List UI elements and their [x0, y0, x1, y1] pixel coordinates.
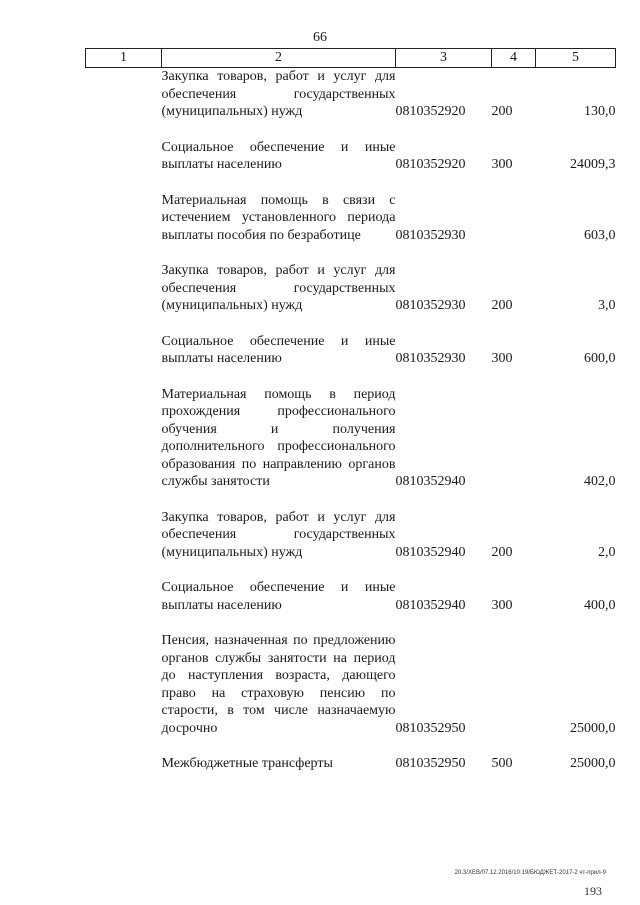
table-row	[86, 139, 616, 174]
row-code: 0810352940	[395, 474, 466, 489]
row-description: Закупка товаров, работ и услуг для обеспечения государственных (муниципальных) нужд	[161, 263, 396, 313]
row-code: 0810352950	[395, 756, 466, 771]
row-code: 0810352920	[395, 104, 466, 119]
row-type	[492, 192, 536, 245]
table-row	[86, 509, 616, 562]
row-type	[492, 386, 536, 491]
row-type: 300	[491, 597, 513, 613]
row-amount: 603,0	[584, 227, 616, 243]
table-row	[86, 192, 616, 245]
row-description: Материальная помощь в связи с истечением установленного периода выплаты пособия по безработице	[161, 192, 396, 243]
table-header-row	[86, 49, 616, 68]
column-header-5: 5	[536, 49, 616, 68]
row-amount: 400,0	[584, 597, 616, 613]
row-type: 200	[491, 104, 513, 119]
row-code: 0810352930	[395, 298, 466, 313]
table-row	[86, 262, 616, 315]
page-number: 66	[313, 30, 327, 45]
row-description: Материальная помощь в период прохождения профессионального обучения и получения дополнительного профессионального образования по направлению органов службы занятости	[161, 386, 396, 489]
row-code: 0810352920	[395, 157, 466, 172]
row-code: 0810352950	[395, 720, 466, 736]
row-code: 0810352940	[395, 597, 466, 613]
row-description: Закупка товаров, работ и услуг для обеспечения государственных (муниципальных) нужд	[161, 69, 396, 119]
row-type: 200	[491, 298, 513, 313]
table-row	[86, 386, 616, 491]
table-row	[86, 755, 616, 773]
row-type: 200	[491, 544, 513, 560]
row-description: Закупка товаров, работ и услуг для обеспечения государственных (муниципальных) нужд	[161, 509, 396, 560]
table-row	[86, 333, 616, 368]
row-description: Социальное обеспечение и иные выплаты населению	[161, 333, 396, 366]
row-code: 0810352930	[395, 227, 466, 243]
column-header-4: 4	[492, 49, 536, 68]
table-row	[86, 632, 616, 737]
document-reference-code: 20.3/ХЕВ/07.12.2016/10:19/БЮДЖЕТ-2017-2 чт-прил-9	[454, 870, 606, 876]
row-amount: 600,0	[584, 351, 616, 366]
row-amount: 402,0	[584, 474, 616, 489]
row-description: Межбюджетные трансферты	[161, 756, 333, 771]
row-type: 500	[491, 756, 513, 771]
row-code: 0810352940	[395, 544, 466, 560]
column-header-1: 1	[86, 49, 162, 68]
row-type: 300	[491, 351, 513, 366]
row-amount: 3,0	[598, 298, 616, 313]
row-type: 300	[491, 157, 513, 172]
row-amount: 2,0	[598, 544, 616, 560]
table-row	[86, 579, 616, 614]
row-amount: 24009,3	[570, 157, 616, 172]
row-code: 0810352930	[395, 351, 466, 366]
row-type	[492, 632, 536, 737]
row-amount: 25000,0	[570, 720, 616, 736]
row-description: Социальное обеспечение и иные выплаты населению	[161, 139, 396, 172]
column-header-3: 3	[396, 49, 492, 68]
budget-table	[85, 48, 616, 773]
row-description: Пенсия, назначенная по предложению органов службы занятости на период до наступления возраста, дающего право на страховую пенсию по старости, в том числе назначаемую досрочно	[161, 633, 396, 736]
row-description: Социальное обеспечение и иные выплаты населению	[161, 580, 396, 613]
row-amount: 130,0	[584, 104, 616, 119]
column-header-2: 2	[162, 49, 396, 68]
row-amount: 25000,0	[570, 756, 616, 771]
table-row	[86, 68, 616, 121]
footer-page-number: 193	[584, 884, 602, 898]
